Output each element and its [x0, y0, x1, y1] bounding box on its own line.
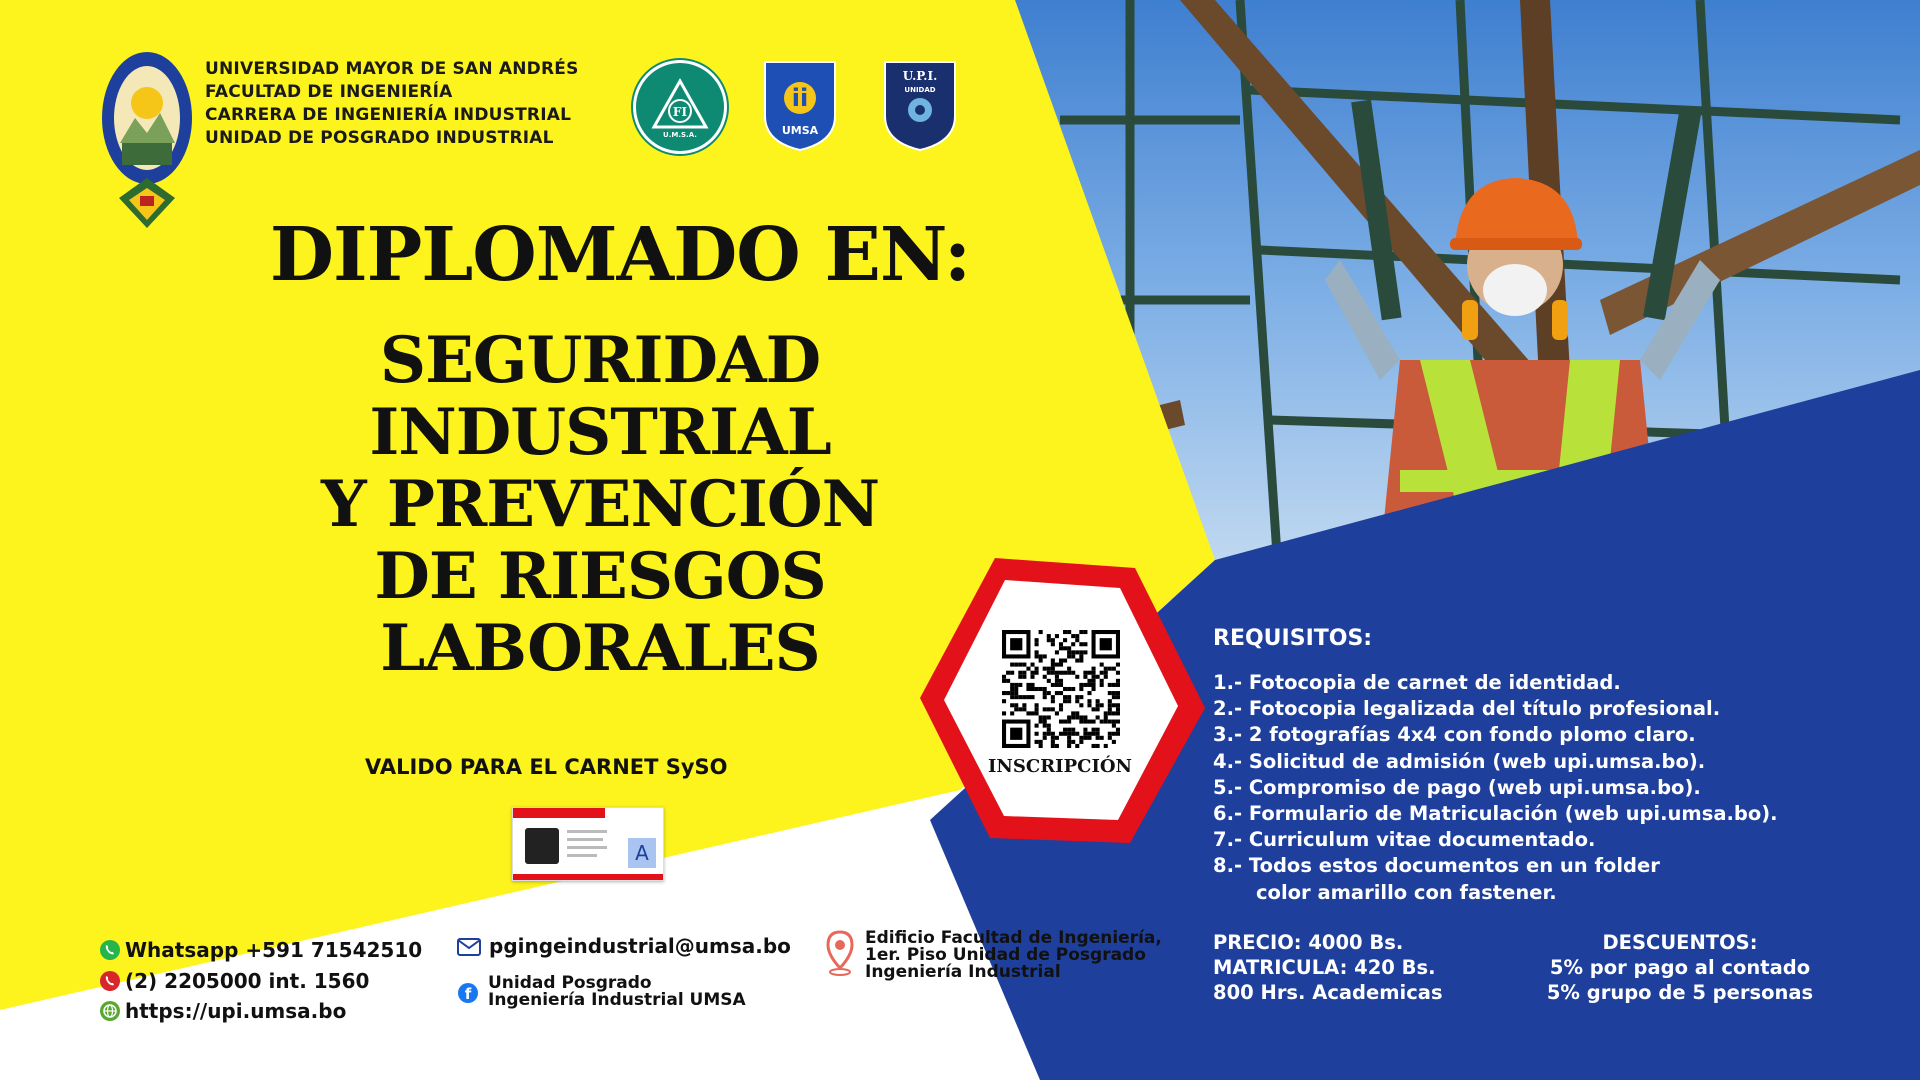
whatsapp-icon	[100, 940, 120, 960]
phone-contact[interactable]	[100, 969, 369, 993]
whatsapp-number: Whatsapp +591 71542510	[125, 938, 423, 962]
requisito-item: 3.- 2 fotografías 4x4 con fondo plomo claro.	[1213, 723, 1696, 747]
ii-mark: ii	[791, 84, 809, 112]
fi-mark: FI	[672, 105, 688, 119]
address-contact	[825, 930, 1162, 981]
ii-bottom-text: UMSA	[781, 124, 819, 137]
whatsapp-contact[interactable]	[100, 938, 422, 962]
course-title-line: Y PREVENCIÓN	[320, 467, 880, 542]
web-contact[interactable]	[100, 999, 346, 1023]
umsa-seal	[100, 48, 195, 233]
globe-icon	[100, 1001, 120, 1021]
descuento-item: 5% grupo de 5 personas	[1546, 981, 1814, 1004]
diplomado-heading: DIPLOMADO EN:	[269, 212, 971, 298]
facebook-line: Ingeniería Industrial UMSA	[488, 990, 746, 1010]
inscripcion-qr-code[interactable]	[1002, 630, 1120, 748]
precio-text: PRECIO: 4000 Bs.	[1213, 931, 1404, 954]
fi-bottom-text: U.M.S.A.	[663, 131, 697, 139]
requisito-item: 1.- Fotocopia de carnet de identidad.	[1213, 671, 1621, 694]
course-title-line: INDUSTRIAL	[369, 395, 831, 470]
email-contact[interactable]	[457, 934, 791, 958]
address-line: Edificio Facultad de Ingeniería,	[865, 928, 1162, 948]
requisito-item: 5.- Compromiso de pago (web upi.umsa.bo).	[1213, 775, 1701, 799]
category-badge: A	[628, 838, 656, 868]
descuento-item: 5% por pago al contado	[1549, 956, 1811, 979]
facebook-contact[interactable]	[458, 975, 746, 1009]
descuentos-block	[1530, 930, 1830, 1005]
faculty-name: FACULTAD DE INGENIERÍA	[205, 82, 453, 102]
facebook-icon	[458, 983, 478, 1003]
requisito-item: 7.- Curriculum vitae documentado.	[1213, 828, 1596, 852]
requisito-item: 6.- Formulario de Matriculación (web upi.umsa.bo).	[1213, 802, 1778, 826]
upi-logo	[880, 56, 960, 152]
upi-mid-text: UNIDAD	[904, 86, 936, 94]
ingenieria-industrial-logo	[760, 56, 840, 152]
phone-icon	[100, 971, 120, 991]
pricing-block	[1213, 930, 1443, 1005]
university-name: UNIVERSIDAD MAYOR DE SAN ANDRÉS	[205, 59, 579, 79]
facultad-ingenieria-logo	[633, 60, 727, 154]
facebook-line: Unidad Posgrado	[488, 973, 652, 993]
svg-text:f: f	[464, 985, 472, 1003]
fi-triangle-icon	[650, 75, 710, 135]
syso-carnet-image	[512, 807, 664, 881]
course-title	[240, 325, 960, 685]
matricula-text: MATRICULA: 420 Bs.	[1213, 956, 1436, 979]
horas-text: 800 Hrs. Academicas	[1213, 981, 1443, 1004]
career-name: CARRERA DE INGENIERÍA INDUSTRIAL	[205, 105, 572, 125]
address-line: Ingeniería Industrial	[865, 962, 1061, 982]
email-address: pgingeindustrial@umsa.bo	[489, 934, 791, 958]
inscripcion-label: INSCRIPCIÓN	[988, 756, 1132, 777]
requisito-item: 2.- Fotocopia legalizada del título profesional.	[1213, 697, 1721, 721]
mail-icon	[457, 937, 481, 955]
location-pin-icon	[825, 930, 855, 976]
requisito-item: 8.- Todos estos documentos en un folder	[1213, 854, 1660, 878]
upi-top-text: U.P.I.	[902, 69, 938, 83]
requisitos-list	[1213, 670, 1778, 906]
website-url: https://upi.umsa.bo	[125, 999, 347, 1023]
requisito-item-continuation: color amarillo con fastener.	[1256, 880, 1557, 904]
descuentos-title: DESCUENTOS:	[1602, 931, 1758, 954]
requisito-item: 4.- Solicitud de admisión (web upi.umsa.bo).	[1213, 749, 1706, 773]
phone-number: (2) 2205000 int. 1560	[125, 969, 370, 993]
course-title-line: LABORALES	[380, 611, 820, 686]
valid-for-carnet: VALIDO PARA EL CARNET SySO	[365, 755, 728, 779]
course-title-line: DE RIESGOS	[374, 539, 826, 614]
requisitos-title: REQUISITOS:	[1213, 626, 1373, 651]
photo-placeholder-icon	[525, 828, 559, 864]
institution-header	[205, 58, 579, 150]
course-title-line: SEGURIDAD	[379, 323, 821, 398]
unit-name: UNIDAD DE POSGRADO INDUSTRIAL	[205, 128, 554, 148]
address-line: 1er. Piso Unidad de Posgrado	[865, 945, 1146, 965]
